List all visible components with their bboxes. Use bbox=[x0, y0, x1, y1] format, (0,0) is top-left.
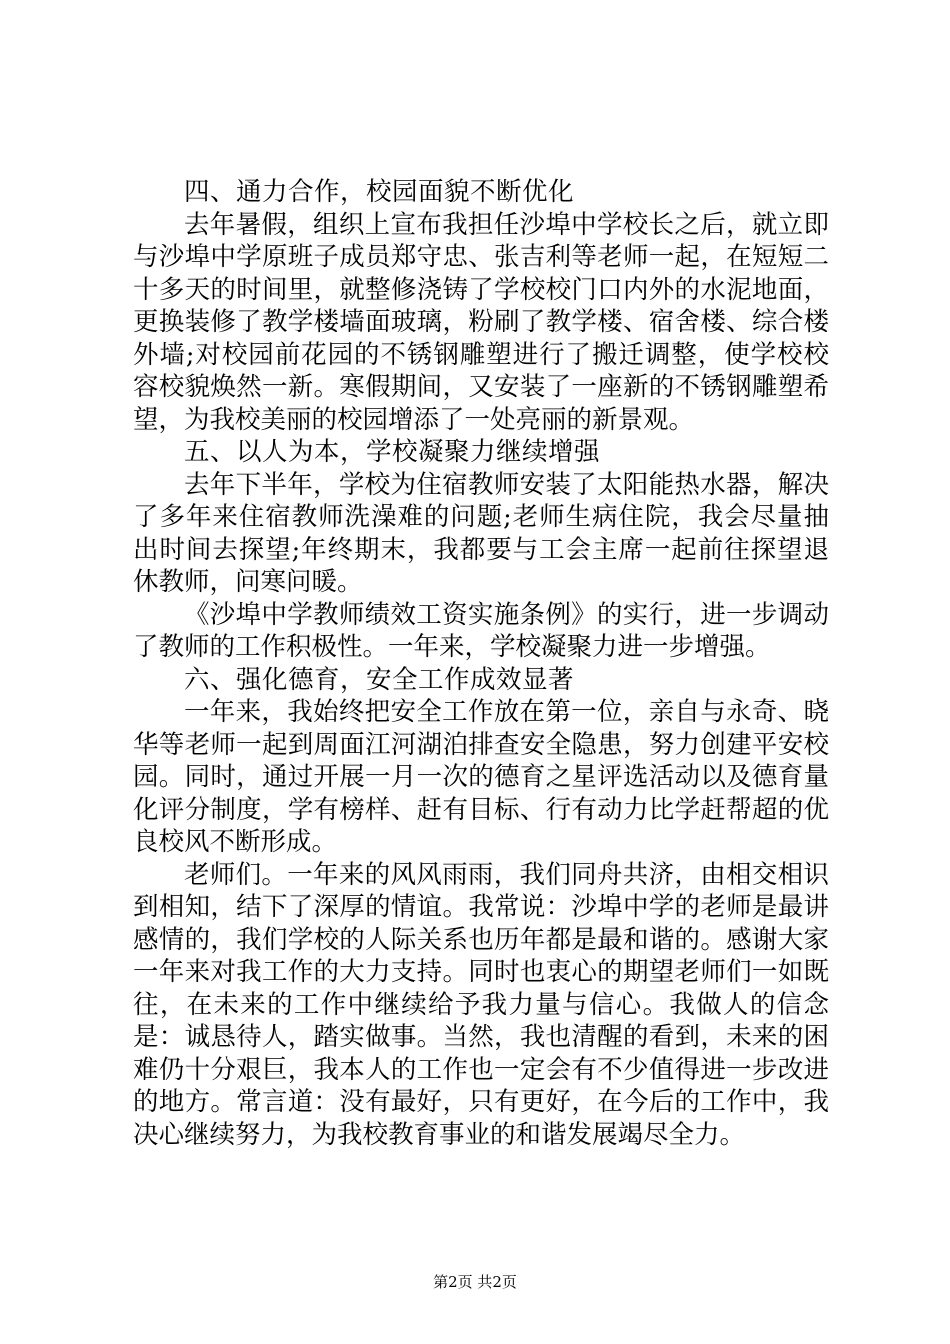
paragraph-safety-work: 一年来，我始终把安全工作放在第一位，亲自与永奇、晓华等老师一起到周面江河湖泊排查安全隐患，努力创建平安校园。同时，通过开展一月一次的德育之星评选活动以及德育量化评分制度，学有榜样、赶有目标、行有动力比学赶帮超的优良校风不断形成。 bbox=[133, 697, 829, 857]
document-body bbox=[133, 176, 829, 1151]
paragraph-closing: 老师们。一年来的风风雨雨，我们同舟共济，由相交相识到相知，结下了深厚的情谊。我常说：沙埠中学的老师是最讲感情的，我们学校的人际关系也历年都是最和谐的。感谢大家一年来对我工作的大力支持。同时也衷心的期望老师们一如既往，在未来的工作中继续给予我力量与信心。我做人的信念是：诚恳待人，踏实做事。当然，我也清醒的看到，未来的困难仍十分艰巨，我本人的工作也一定会有不少值得进一步改进的地方。常言道：没有最好，只有更好，在今后的工作中，我决心继续努力，为我校教育事业的和谐发展竭尽全力。 bbox=[133, 859, 829, 1150]
section-heading-5: 五、以人为本，学校凝聚力继续增强 bbox=[184, 437, 601, 467]
paragraph-teacher-care: 去年下半年，学校为住宿教师安装了太阳能热水器，解决了多年来住宿教师洗澡难的问题;老师生病住院，我会尽量抽出时间去探望;年终期末，我都要与工会主席一起前往探望退休教师，问寒问暖。 bbox=[133, 469, 829, 597]
page-footer: 第2页 共2页 bbox=[433, 1273, 517, 1291]
paragraph-campus-renovation: 去年暑假，组织上宣布我担任沙埠中学校长之后，就立即与沙埠中学原班子成员郑守忠、张吉利等老师一起，在短短二十多天的时间里，就整修浇铸了学校校门口内外的水泥地面，更换装修了教学楼墙面玻璃，粉刷了教学楼、宿舍楼、综合楼外墙;对校园前花园的不锈钢雕塑进行了搬迁调整，使学校校容校貌焕然一新。寒假期间，又安装了一座新的不锈钢雕塑希望，为我校美丽的校园增添了一处亮丽的新景观。 bbox=[133, 209, 829, 435]
paragraph-performance-pay: 《沙埠中学教师绩效工资实施条例》的实行，进一步调动了教师的工作积极性。一年来，学校凝聚力进一步增强。 bbox=[133, 599, 829, 662]
section-heading-4: 四、通力合作，校园面貌不断优化 bbox=[184, 177, 575, 207]
section-heading-6: 六、强化德育，安全工作成效显著 bbox=[184, 664, 575, 695]
